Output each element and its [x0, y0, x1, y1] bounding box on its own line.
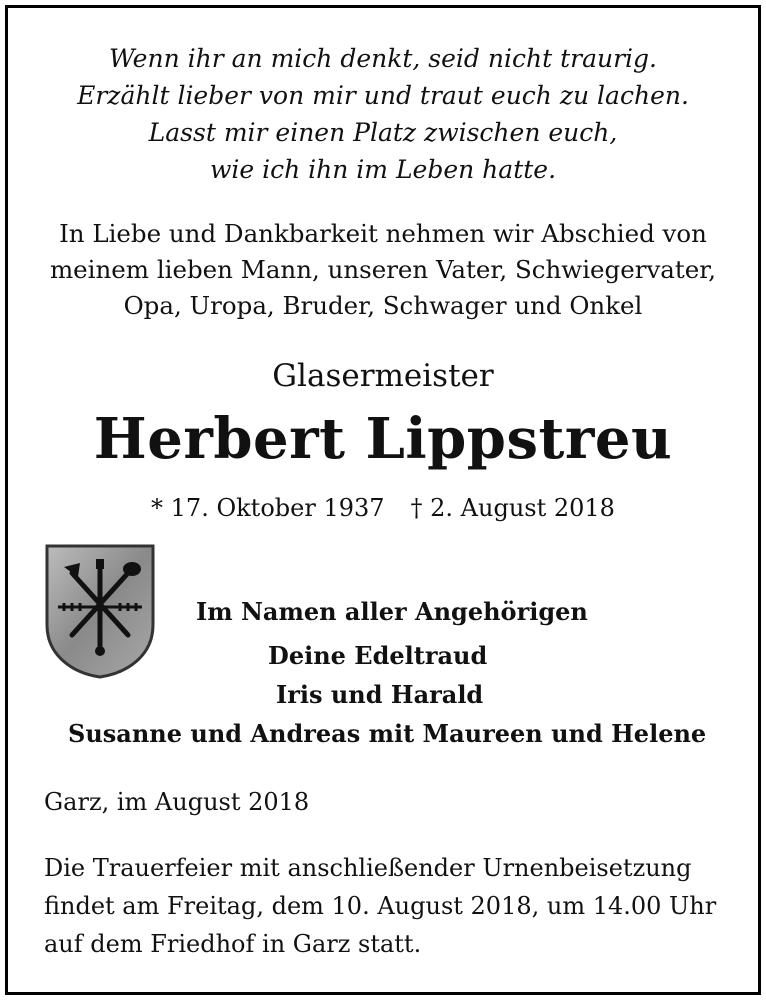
farewell-line: meinem lieben Mann, unseren Vater, Schwiegervater, — [49, 255, 717, 284]
poem-line: Erzählt lieber von mir und traut euch zu lachen. — [77, 81, 689, 110]
signers-heading: Im Namen aller Angehörigen — [196, 597, 588, 626]
signer-line: Iris und Harald — [276, 680, 484, 709]
farewell-line: Opa, Uropa, Bruder, Schwager und Onkel — [123, 291, 643, 320]
service-line: auf dem Friedhof in Garz statt. — [44, 930, 422, 958]
poem-line: wie ich ihn im Leben hatte. — [209, 155, 557, 184]
memorial-poem — [0, 40, 766, 188]
deceased-title: Glasermeister — [272, 358, 494, 394]
coat-of-arms-icon — [44, 543, 156, 679]
death-date: † 2. August 2018 — [410, 494, 615, 522]
farewell-text — [0, 216, 766, 324]
funeral-service-info — [44, 849, 724, 963]
signer-line: Deine Edeltraud — [268, 641, 488, 670]
poem-line: Lasst mir einen Platz zwischen euch, — [148, 118, 618, 147]
poem-line: Wenn ihr an mich denkt, seid nicht traurig. — [109, 44, 657, 73]
signer-line: Susanne und Andreas mit Maureen und Helene — [68, 719, 707, 748]
place-date: Garz, im August 2018 — [44, 788, 310, 816]
life-dates — [0, 490, 766, 526]
service-line: Die Trauerfeier mit anschließender Urnenbeisetzung — [44, 854, 692, 882]
service-line: findet am Freitag, dem 10. August 2018, um 14.00 Uhr — [44, 892, 717, 920]
farewell-line: In Liebe und Dankbarkeit nehmen wir Abschied von — [59, 219, 707, 248]
deceased-name: Herbert Lippstreu — [93, 406, 673, 472]
birth-date: * 17. Oktober 1937 — [151, 494, 385, 522]
